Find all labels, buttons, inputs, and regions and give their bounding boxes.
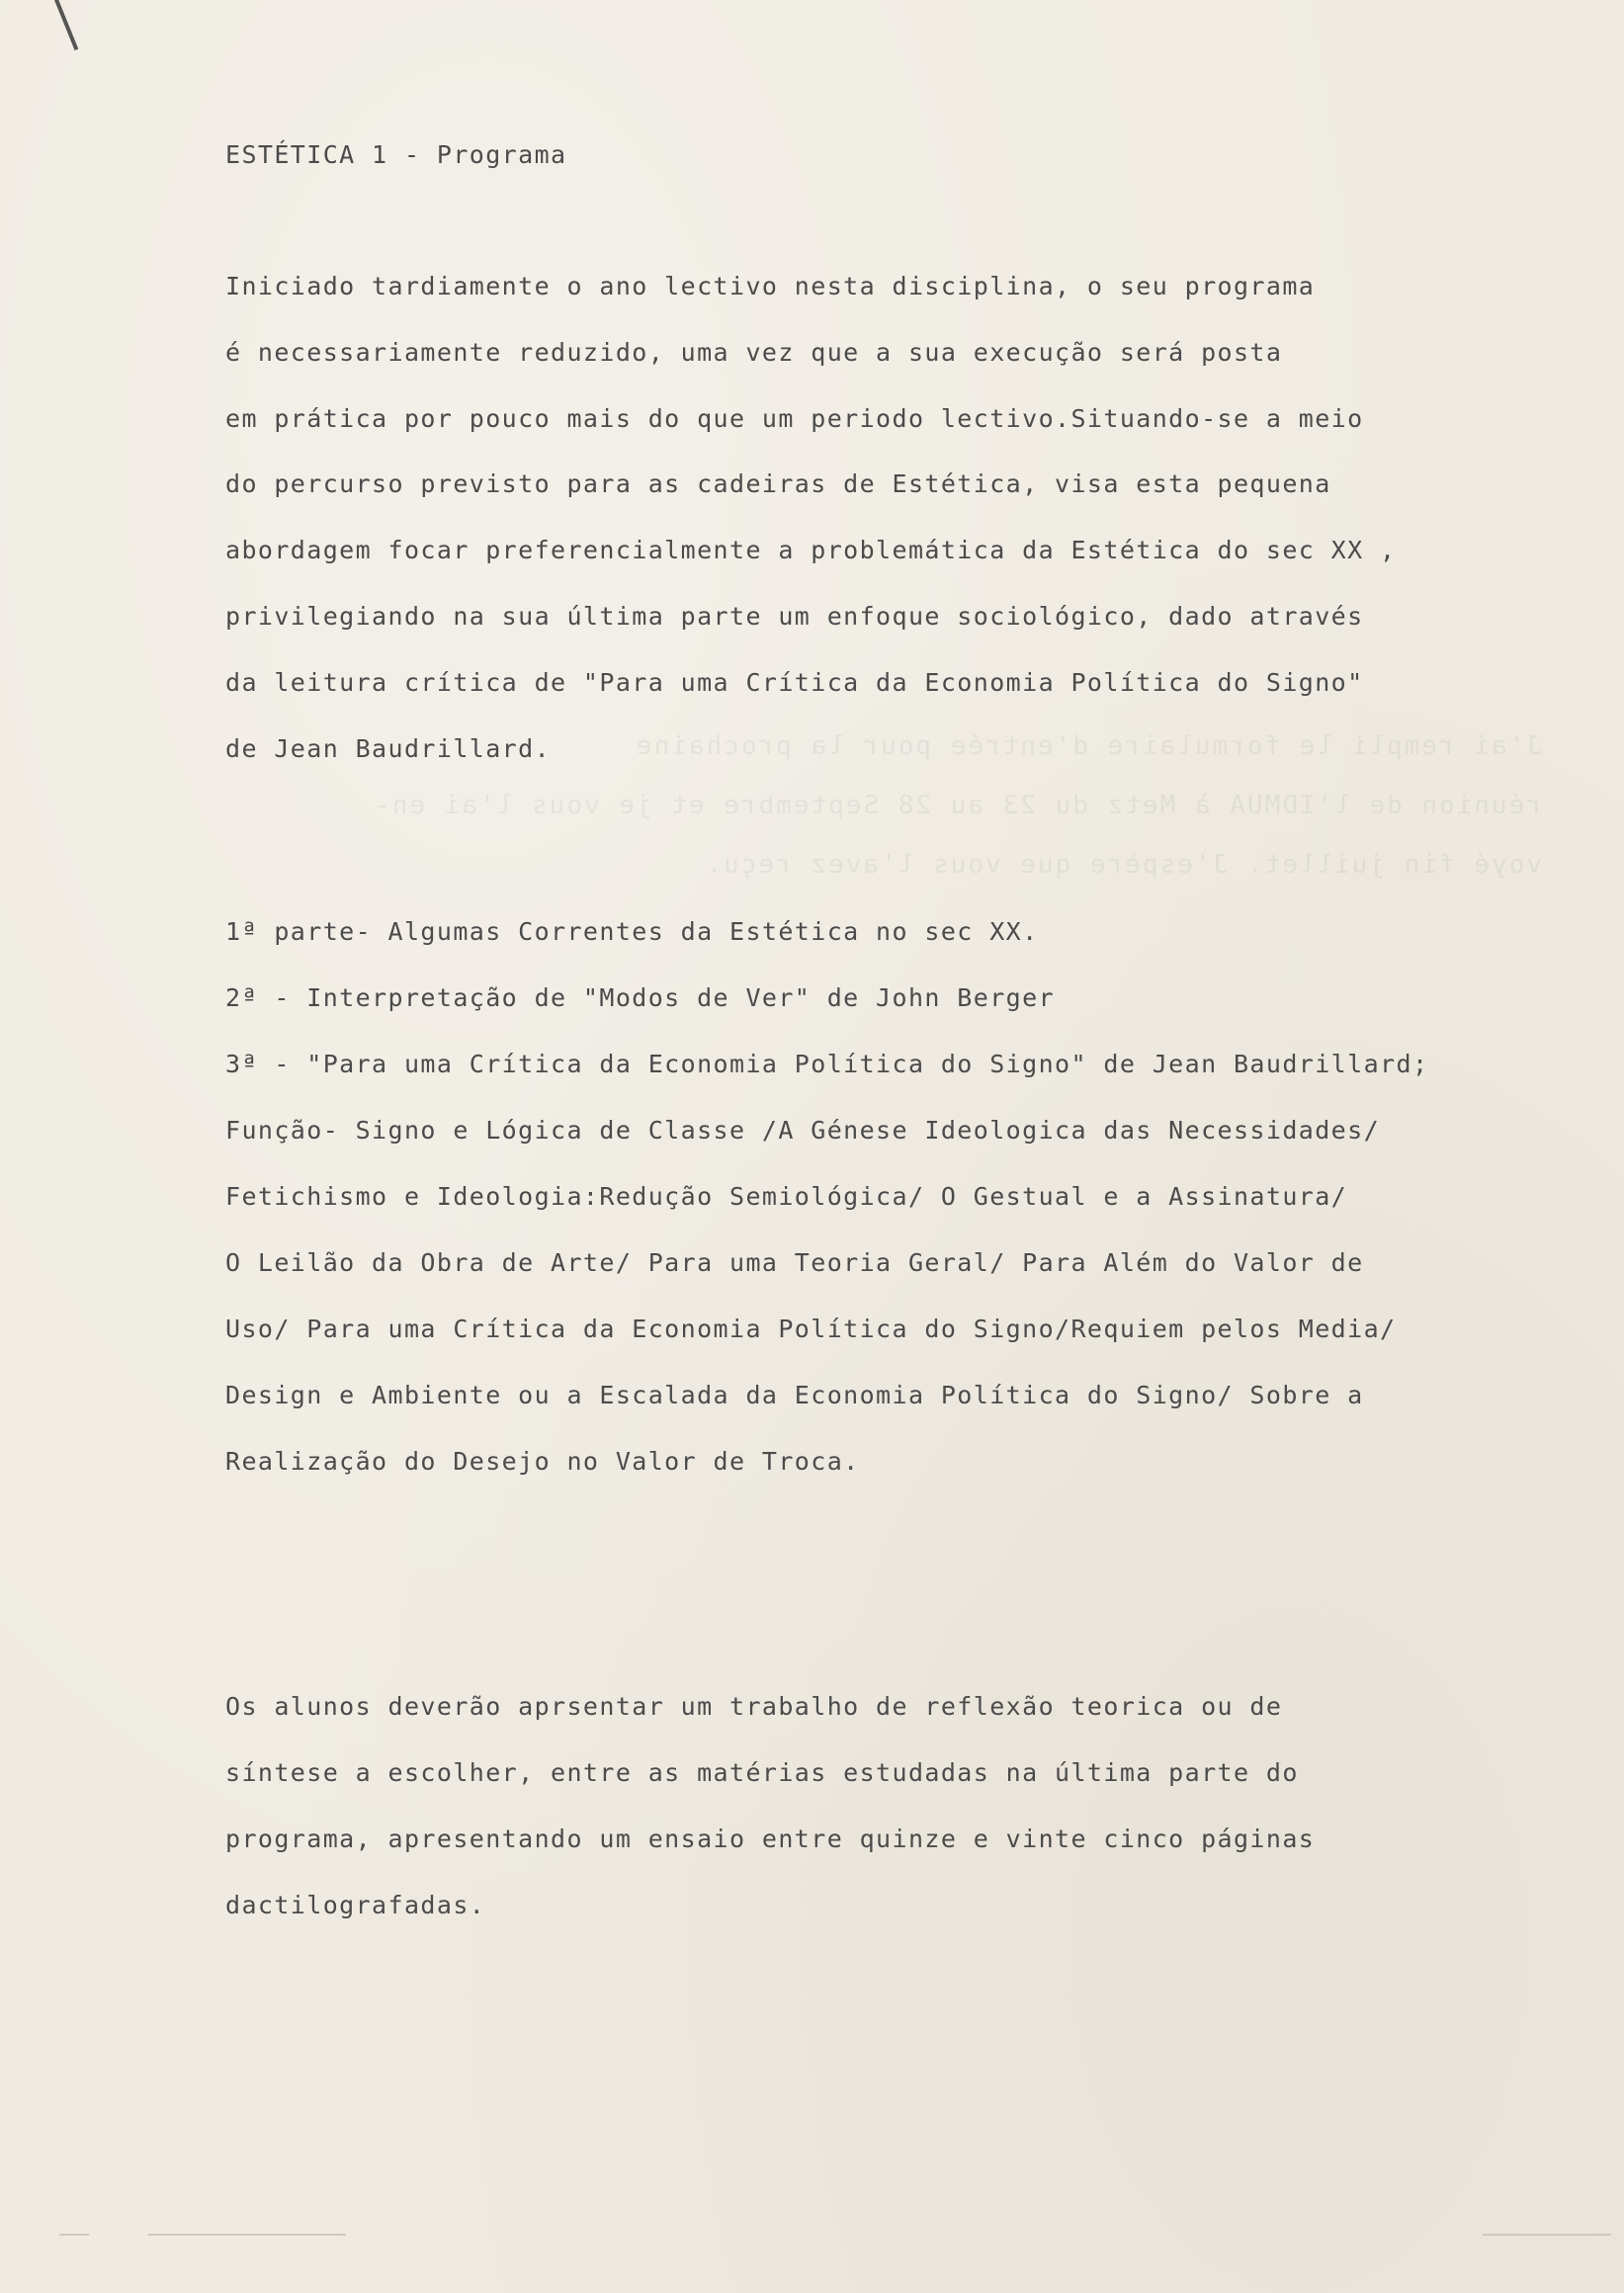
program-line: Design e Ambiente ou a Escalada da Economia Política do Signo/ Sobre a [225, 1381, 1364, 1409]
show-through-text: voyé fin juillet. J'espère que vous l'avez reçu. [704, 850, 1542, 880]
intro-line: abordagem focar preferencialmente a problemática da Estética do sec XX , [225, 536, 1397, 564]
program-line: O Leilão da Obra de Arte/ Para uma Teoria Geral/ Para Além do Valor de [225, 1248, 1364, 1277]
bottom-rule [148, 2234, 346, 2236]
show-through-text: J'ai rempli le formulaire d'entrée pour la prochaine [635, 731, 1542, 761]
intro-line: de Jean Baudrillard. [225, 734, 552, 763]
intro-line: da leitura crítica de "Para uma Crítica da Economia Política do Signo" [225, 668, 1364, 697]
program-line: 1ª parte- Algumas Correntes da Estética no sec XX. [225, 917, 1039, 946]
program-line: Função- Signo e Lógica de Classe /A Génese Ideologica das Necessidades/ [225, 1116, 1381, 1145]
intro-line: é necessariamente reduzido, uma vez que a sua execução será posta [225, 338, 1283, 367]
page-heading: ESTÉTICA 1 - Programa [225, 140, 567, 169]
intro-line: Iniciado tardiamente o ano lectivo nesta disciplina, o seu programa [225, 272, 1316, 300]
show-through-text: réunion de l'IDMUA à Metz du 23 au 28 Septembre et je vous l'ai en- [373, 791, 1542, 820]
program-line: Realização do Desejo no Valor de Troca. [225, 1447, 860, 1476]
program-line: Fetichismo e Ideologia:Redução Semiológica/ O Gestual e a Assinatura/ [225, 1182, 1348, 1211]
program-line: 3ª - "Para uma Crítica da Economia Política do Signo" de Jean Baudrillard; [225, 1050, 1429, 1078]
intro-line: privilegiando na sua última parte um enfoque sociológico, dado através [225, 602, 1364, 631]
intro-line: do percurso previsto para as cadeiras de Estética, visa esta pequena [225, 469, 1331, 498]
closing-line: síntese a escolher, entre as matérias estudadas na última parte do [225, 1758, 1299, 1787]
intro-line: em prática por pouco mais do que um periodo lectivo.Situando-se a meio [225, 404, 1364, 433]
program-line: 2ª - Interpretação de "Modos de Ver" de John Berger [225, 983, 1056, 1012]
closing-line: Os alunos deverão aprsentar um trabalho de reflexão teorica ou de [225, 1692, 1283, 1721]
closing-line: dactilografadas. [225, 1891, 486, 1919]
closing-line: programa, apresentando um ensaio entre quinze e vinte cinco páginas [225, 1825, 1316, 1853]
program-line: Uso/ Para uma Crítica da Economia Política do Signo/Requiem pelos Media/ [225, 1315, 1397, 1343]
paper-edge-mark [54, 0, 78, 50]
bottom-rule-right [1483, 2234, 1611, 2236]
bottom-rule-left [59, 2234, 89, 2236]
